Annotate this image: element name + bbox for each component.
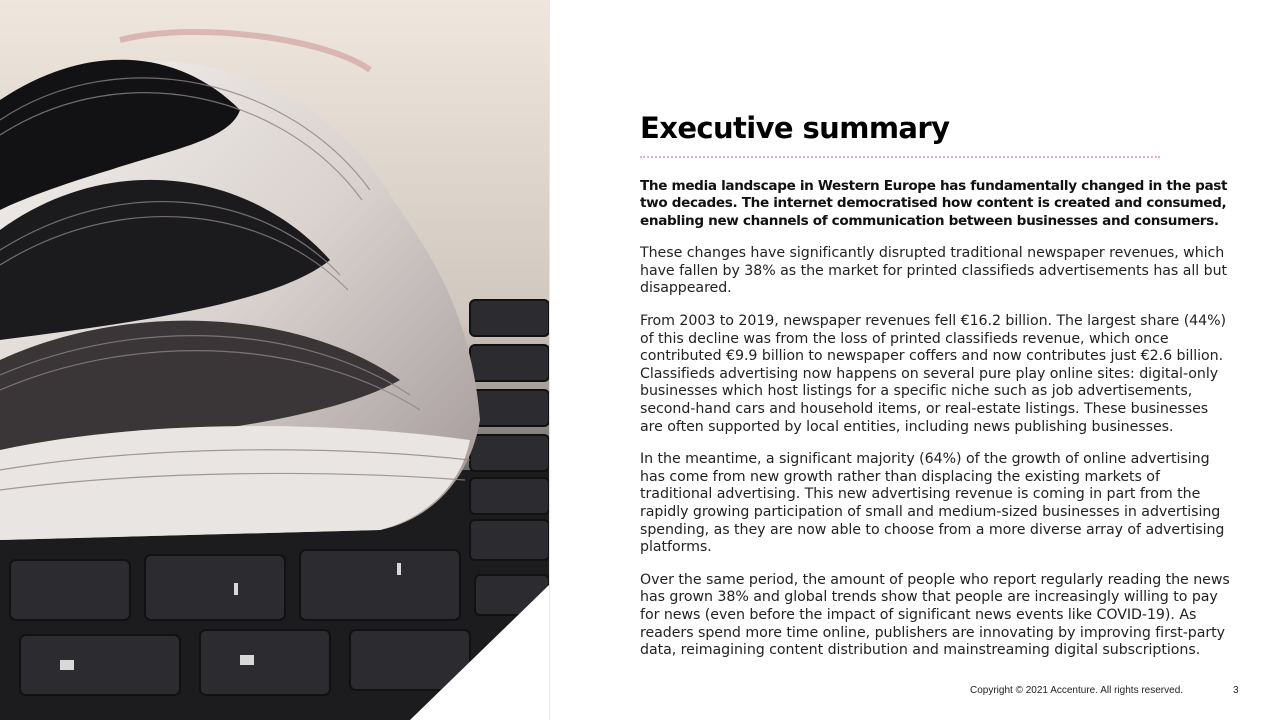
page-number: 3 bbox=[1233, 685, 1239, 696]
body-paragraph-2: From 2003 to 2019, newspaper revenues fell €16.2 billion. The largest share (44%) of this decline was from the loss of printed classifieds revenue, which once contributed €9.9 billion to newspaper coffers and now contributes just €2.6 billion. Classifieds advertising now happens on several pure play online sites: digital-only businesses which host listings for a specific niche such as job advertisements, second-hand cars and household items, or real-estate listings. These businesses are often supported by local entities, including news publishing businesses. bbox=[640, 313, 1227, 435]
panel-divider bbox=[549, 0, 550, 720]
title-divider bbox=[640, 156, 1160, 158]
lead-paragraph: The media landscape in Western Europe has fundamentally changed in the past two decades. The internet democratised how content is created and consumed, enabling new channels of communication between businesses and consumers. bbox=[640, 178, 1228, 229]
copyright-notice: Copyright © 2021 Accenture. All rights reserved. bbox=[970, 685, 1184, 696]
body-paragraph-1: These changes have significantly disrupted traditional newspaper revenues, which have fallen by 38% as the market for printed classifieds advertisements has all but disappeared. bbox=[640, 245, 1228, 297]
photo-illustration bbox=[0, 0, 549, 720]
newspapers-on-keyboard-photo bbox=[0, 0, 549, 720]
body-paragraph-4: Over the same period, the amount of people who report regularly reading the news has grown 38% and global trends show that people are increasingly willing to pay for news (even before the impact of significant news events like COVID-19). As readers spend more time online, publishers are innovating by improving first-party data, reimagining content distribution and mainstreaming digital subscriptions. bbox=[640, 571, 1230, 659]
summary-content bbox=[640, 110, 1230, 660]
body-paragraph-3: In the meantime, a significant majority (64%) of the growth of online advertising has come from new growth rather than displacing the existing markets of traditional advertising. This new advertising revenue is coming in part from the rapidly growing participation of small and medium-sized businesses in advertising spending, as they are now able to choose from a more diverse array of advertising platforms. bbox=[640, 451, 1225, 556]
page-title: Executive summary bbox=[640, 111, 950, 145]
